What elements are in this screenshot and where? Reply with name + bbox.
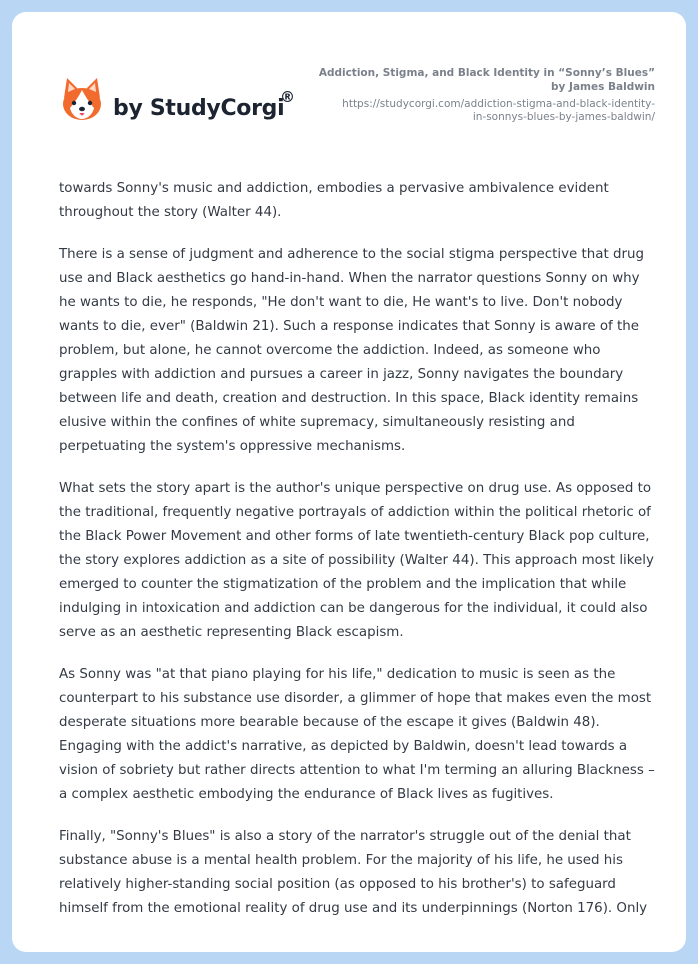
registered-mark: ® [280,88,295,106]
essay-body [59,177,655,939]
document-page [12,12,686,952]
paper-title-line2: by James Baldwin [551,81,655,93]
paragraph: What sets the story apart is the author's unique perspective on drug use. As opposed to the traditional, frequently negative portrayals of addiction within the political rhetoric of the Black Power Movement and other forms of late twentieth-century Black pop culture, the story explores addiction as a site of possibility (Walter 44). This approach most likely emerged to counter the stigmatization of the problem and the implication that while indulging in intoxication and addiction can be dangerous for the individual, it could also serve as an aesthetic representing Black escapism. [59,481,654,640]
paper-title-line1: Addiction, Stigma, and Black Identity in “Sonny’s Blues” [318,67,655,79]
brand-name: by StudyCorgi [113,96,285,121]
paragraph: As Sonny was "at that piano playing for his life," dedication to music is seen as the counterpart to his substance use disorder, a glimmer of hope that makes even the most desperate situations more bearable because of the escape it gives (Baldwin 48). Engaging with the addict's narrative, as depicted by Baldwin, doesn't lead towards a vision of sobriety but rather directs attention to what I'm terming an alluring Blackness – a complex aesthetic embodying the endurance of Black lives as fugitives. [59,667,655,802]
paragraph: towards Sonny's music and addiction, embodies a pervasive ambivalence evident throughout the story (Walter 44). [59,181,609,220]
paper-meta [275,66,655,124]
paragraph: There is a sense of judgment and adherence to the social stigma perspective that drug use and Black aesthetics go hand-in-hand. When the narrator questions Sonny on why he wants to die, he responds, "He don't want to die, He want's to live. Don't nobody wants to die, ever" (Baldwin 21). Such a response indicates that Sonny is aware of the problem, but alone, he cannot overcome the addiction. Indeed, as someone who grapples with addiction and pursues a career in jazz, Sonny navigates the boundary between life and death, creation and destruction. In this space, Black identity remains elusive within the confines of white supremacy, simultaneously resisting and perpetuating the system's oppressive mechanisms. [59,247,644,454]
corgi-head-icon [60,76,104,124]
paper-url-line1[interactable]: https://studycorgi.com/addiction-stigma-and-black-identity- [342,98,655,110]
paragraph: Finally, "Sonny's Blues" is also a story of the narrator's struggle out of the denial that substance abuse is a mental health problem. For the majority of his life, he used his relatively higher-standing social position (as opposed to his brother's) to safeguard himself from the emotional reality of drug use and its underpinnings (Norton 176). Only [59,829,648,916]
paper-title [275,66,655,94]
paper-url[interactable] [275,98,655,124]
paper-url-line2[interactable]: in-sonnys-blues-by-james-baldwin/ [472,111,655,123]
